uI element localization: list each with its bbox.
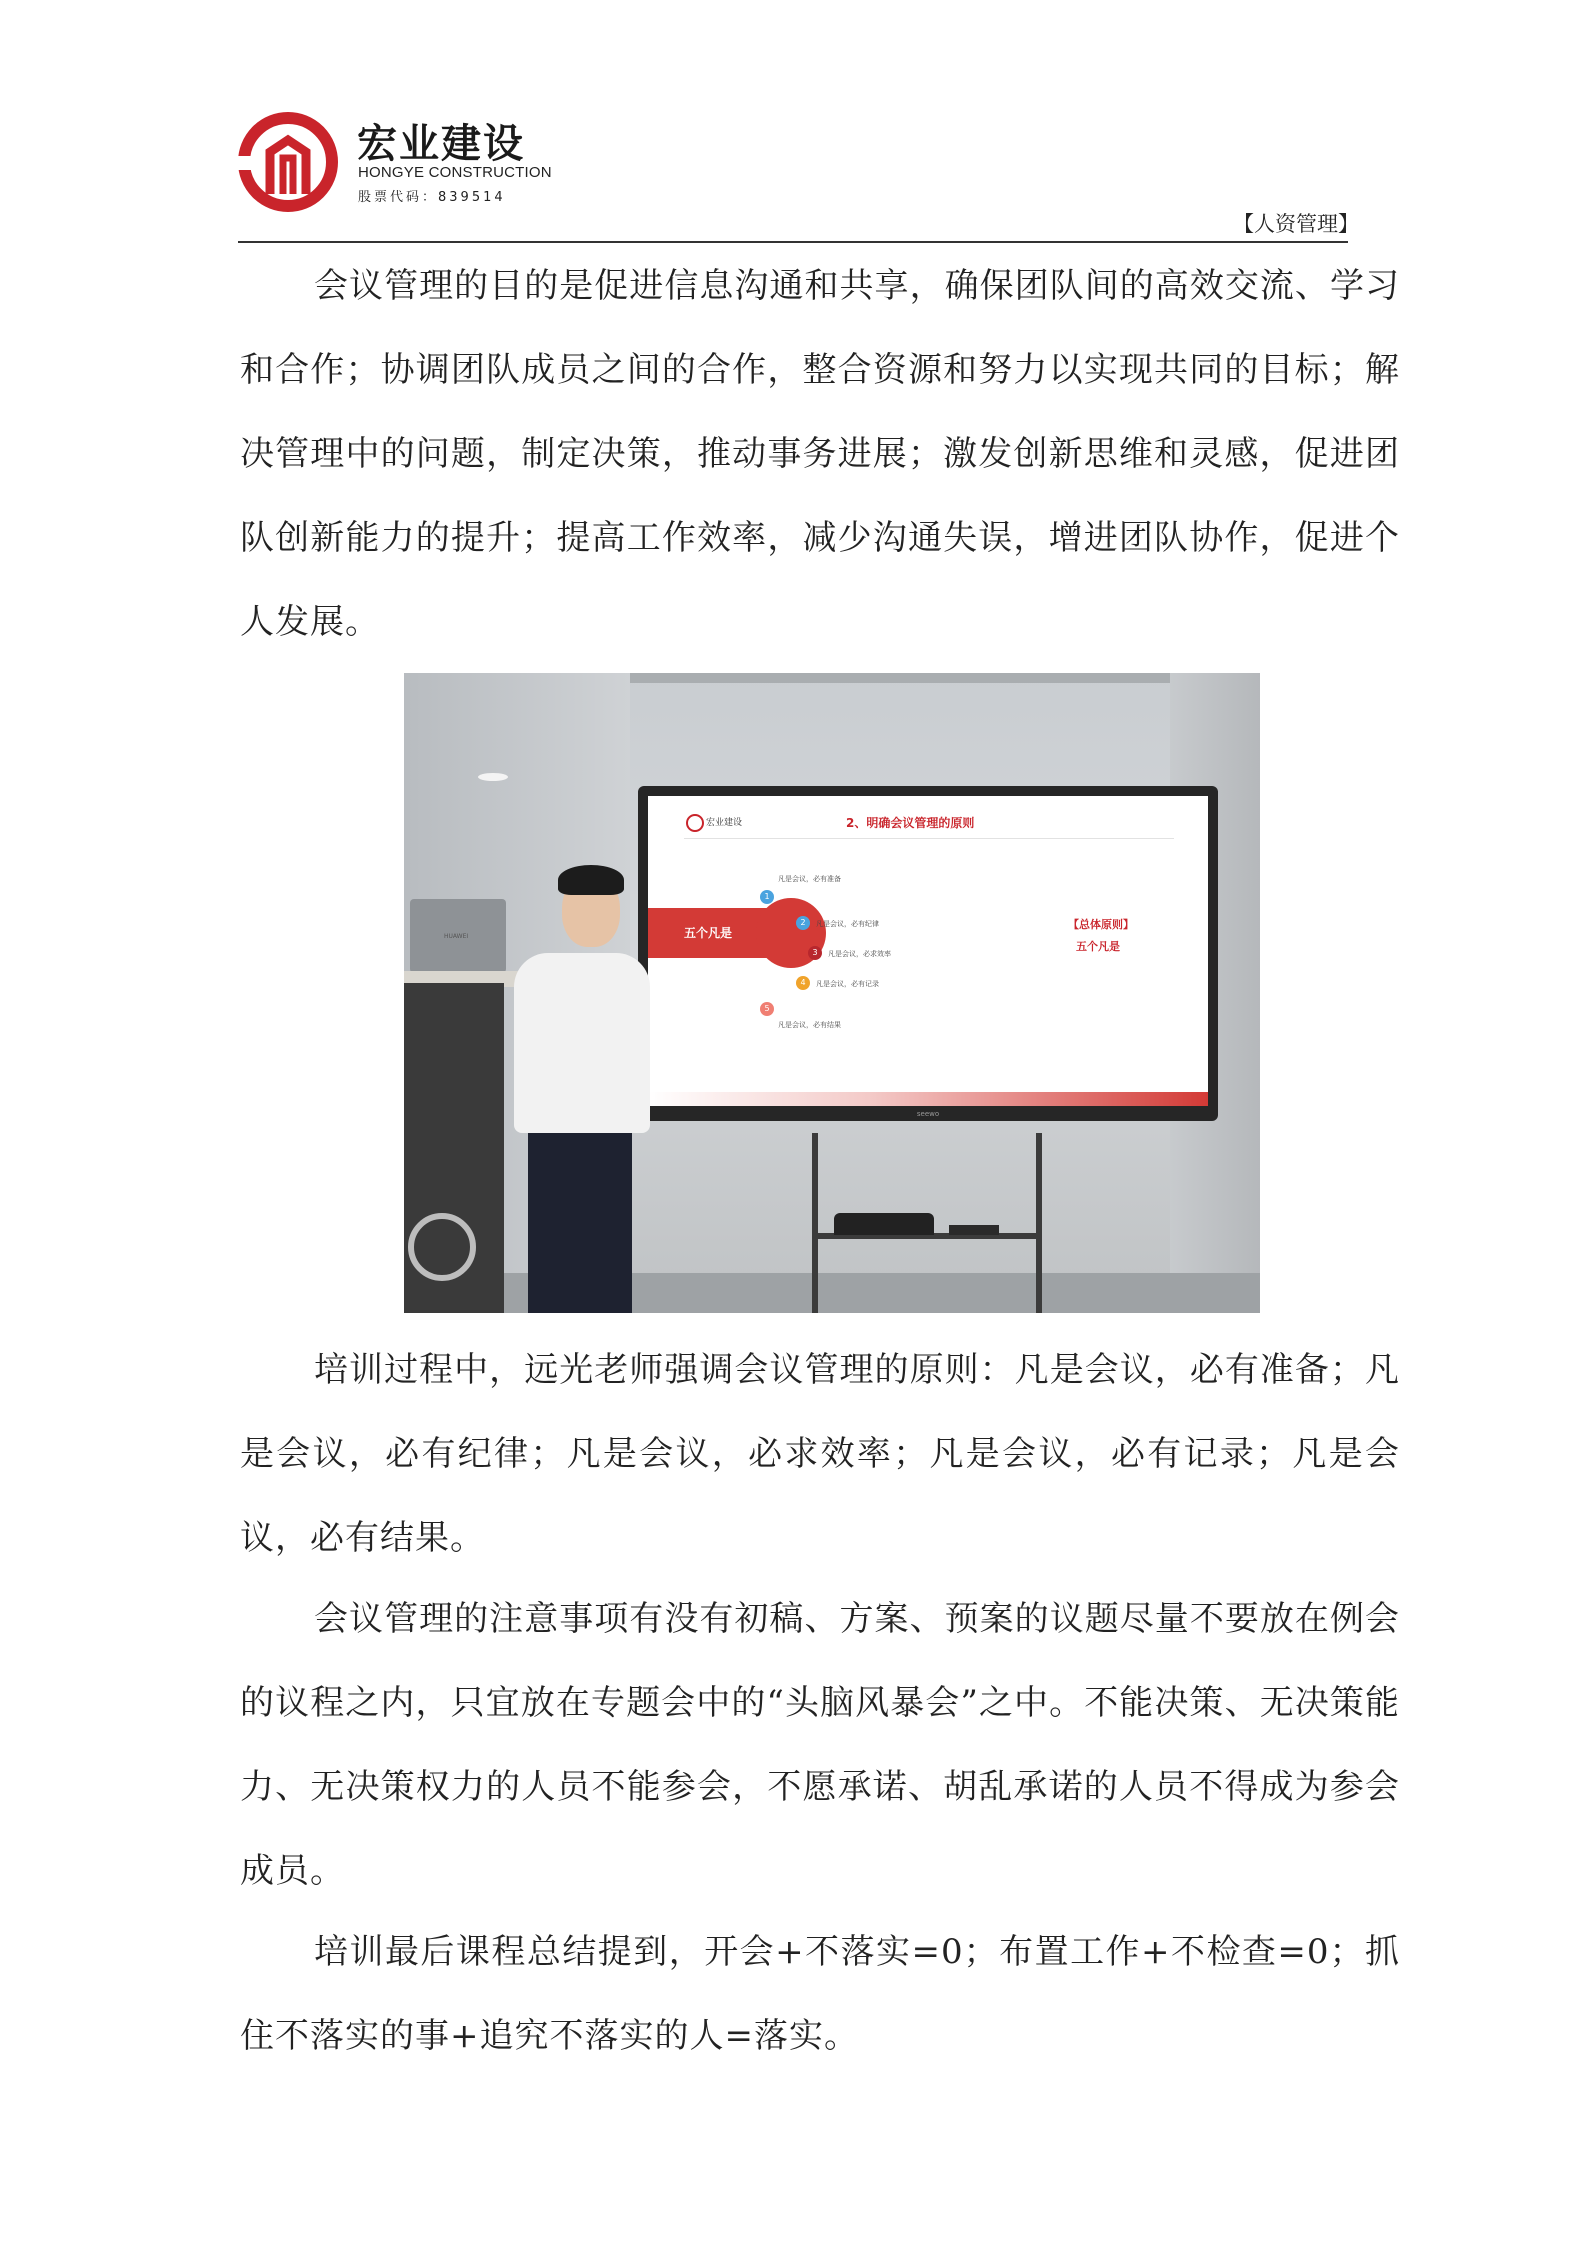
slide-num-1: 1 — [760, 890, 774, 904]
paragraph-course-summary: 培训最后课程总结提到，开会+不落实=0；布置工作+不检查=0；抓住不落实的事+追究不落实的人=落实。 — [240, 1932, 1400, 2056]
company-name-en: HONGYE CONSTRUCTION — [358, 164, 552, 181]
slide-logo-icon — [686, 814, 704, 832]
slide-item-5: 凡是会议，必有结果 — [778, 1021, 841, 1029]
paragraph-meeting-notes: 会议管理的注意事项有没有初稿、方案、预案的议题尽量不要放在例会的议程之内，只宜放在专题会中的“头脑风暴会”之中。不能决策、无决策能力、无决策权力的人员不能参会，不愿承诺、胡乱承诺的人员不得成为参会成员。 — [240, 1599, 1400, 1891]
ceiling-light — [478, 773, 508, 781]
screen-brand: seewo — [916, 1110, 940, 1118]
company-name: 宏业建设 — [357, 121, 525, 167]
podium-logo-icon — [408, 1213, 476, 1281]
slide-item-4: 凡是会议，必有记录 — [816, 980, 879, 988]
paragraph-meeting-purpose: 会议管理的目的是促进信息沟通和共享，确保团队间的高效交流、学习和合作；协调团队成员之间的合作，整合资源和努力以实现共同的目标；解决管理中的问题，制定决策，推动事务进展；激发创新思维和灵感，促进团队创新能力的提升；提高工作效率，减少沟通失误，增进团队协作，促进个人发展。 — [240, 266, 1400, 642]
slide-num-4: 4 — [796, 976, 810, 990]
slide-item-1: 凡是会议，必有准备 — [778, 875, 841, 883]
stock-code: 股票代码：839514 — [358, 190, 506, 205]
slide-num-5: 5 — [760, 1002, 774, 1016]
slide-num-2: 2 — [796, 916, 810, 930]
hongye-logo-icon — [236, 110, 340, 214]
company-logo — [236, 106, 576, 214]
section-tag: 【人资管理】 — [1233, 212, 1359, 236]
slide-item-3: 凡是会议，必求效率 — [828, 950, 891, 958]
presenter — [514, 953, 650, 1133]
presentation-slide — [648, 796, 1208, 1106]
slide-right-label: 【总体原则】 — [1068, 918, 1134, 931]
slide-logo-text: 宏业建设 — [706, 818, 743, 828]
slide-title: 2、明确会议管理的原则 — [846, 816, 975, 830]
laptop-brand: HUAWEI — [444, 933, 469, 940]
slide-right-value: 五个凡是 — [1076, 940, 1120, 953]
bag — [834, 1213, 934, 1235]
slide-item-2: 凡是会议，必有纪律 — [816, 920, 879, 928]
header-divider — [238, 241, 1348, 243]
slide-band-label: 五个凡是 — [684, 926, 733, 940]
display-screen — [638, 786, 1218, 1121]
training-photo — [404, 673, 1260, 1313]
paragraph-meeting-principles: 培训过程中，远光老师强调会议管理的原则：凡是会议，必有准备；凡是会议，必有纪律；凡是会议，必求效率；凡是会议，必有记录；凡是会议，必有结果。 — [240, 1350, 1400, 1558]
slide-num-3: 3 — [808, 946, 822, 960]
